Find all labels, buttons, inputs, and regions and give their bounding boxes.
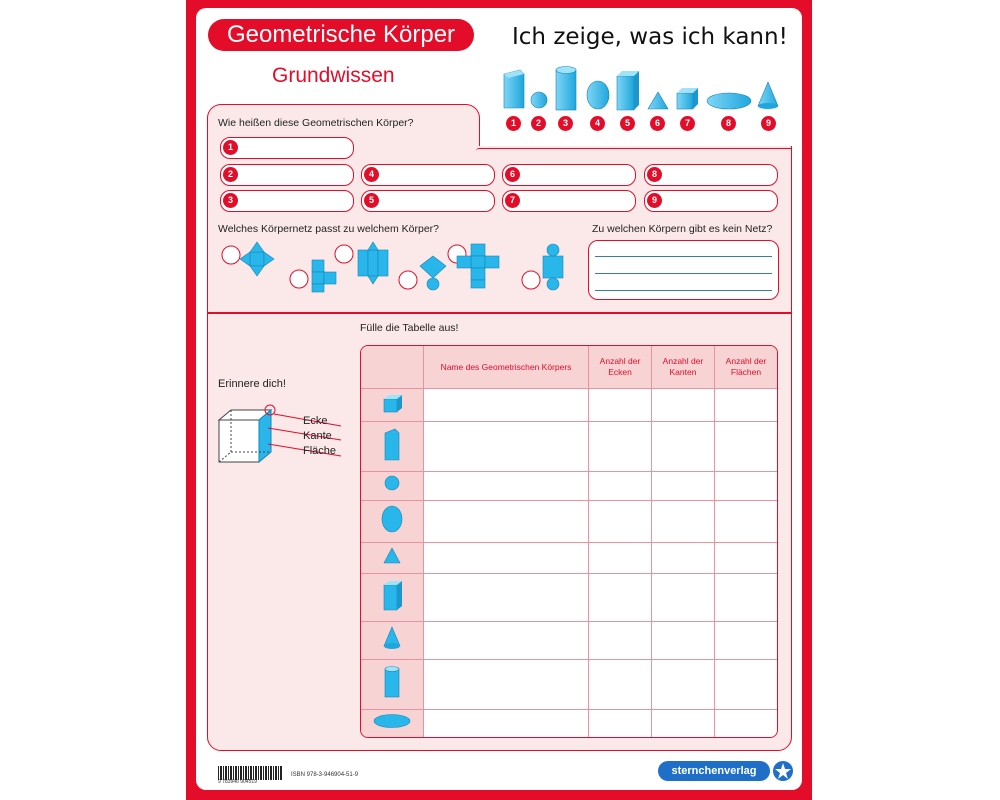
barcode-number: 9 783946 904519 — [218, 779, 257, 785]
answer-field-8[interactable] — [644, 164, 778, 186]
answer-circle — [335, 245, 353, 263]
worksheet-title: Geometrische Körper — [208, 19, 474, 51]
label-kante: Kante — [303, 430, 332, 442]
flaechen-cell[interactable] — [715, 422, 777, 472]
table-row — [361, 543, 777, 574]
question-no-net: Zu welchen Körpern gibt es kein Netz? — [592, 223, 773, 235]
kanten-cell[interactable] — [652, 422, 715, 472]
square-prism-icon — [361, 422, 424, 472]
field-number: 3 — [223, 193, 238, 208]
column-header: Name des Geometrischen Körpers — [424, 346, 589, 389]
cuboid-icon — [361, 574, 424, 622]
shape-number: 5 — [620, 116, 635, 131]
disk-icon — [707, 93, 751, 109]
table-header-row — [361, 346, 777, 389]
name-cell[interactable] — [424, 422, 589, 472]
name-cell[interactable] — [424, 389, 589, 422]
prism-icon — [504, 70, 524, 108]
answer-circle — [222, 246, 240, 264]
field-number: 7 — [505, 193, 520, 208]
publisher-logo: sternchenverlag — [658, 761, 770, 781]
disk-icon — [361, 710, 424, 737]
flaechen-cell[interactable] — [715, 543, 777, 574]
shape-number: 4 — [590, 116, 605, 131]
column-header: Anzahl der Flächen — [715, 346, 777, 389]
nets-row — [218, 240, 580, 296]
ecken-cell[interactable] — [589, 710, 652, 737]
ecken-cell[interactable] — [589, 389, 652, 422]
table-row — [361, 389, 777, 422]
flaechen-cell[interactable] — [715, 574, 777, 622]
table-row — [361, 422, 777, 472]
shape-number: 8 — [721, 116, 736, 131]
flaechen-cell[interactable] — [715, 501, 777, 544]
cylinder-icon — [361, 660, 424, 710]
sphere-icon — [361, 472, 424, 501]
pyramid-icon — [361, 543, 424, 574]
cone-icon — [758, 82, 778, 109]
cube-icon — [677, 88, 698, 109]
kanten-cell[interactable] — [652, 389, 715, 422]
prism-net-icon — [358, 242, 388, 284]
edge-corner-diagram — [214, 402, 354, 468]
label-flaeche: Fläche — [303, 445, 337, 457]
question-nets: Welches Körpernetz passt zu welchem Körper? — [218, 223, 439, 235]
name-cell[interactable] — [424, 622, 589, 660]
isbn: ISBN 978-3-946904-51-9 — [291, 772, 359, 778]
solids-table — [360, 345, 778, 738]
cylinder-icon — [556, 67, 576, 111]
kanten-cell[interactable] — [652, 622, 715, 660]
column-header: Anzahl der Ecken — [589, 346, 652, 389]
cube-icon — [361, 389, 424, 422]
shape-number: 3 — [558, 116, 573, 131]
name-cell[interactable] — [424, 543, 589, 574]
field-number: 9 — [647, 193, 662, 208]
shape-number: 2 — [531, 116, 546, 131]
answer-field-3[interactable] — [220, 190, 354, 212]
remember-heading: Erinnere dich! — [218, 378, 286, 390]
answer-field-6[interactable] — [502, 164, 636, 186]
table-row — [361, 501, 777, 544]
ecken-cell[interactable] — [589, 622, 652, 660]
field-number: 2 — [223, 167, 238, 182]
shape-number: 6 — [650, 116, 665, 131]
ellipsoid-icon — [587, 81, 609, 109]
kanten-cell[interactable] — [652, 501, 715, 544]
shape-number: 9 — [761, 116, 776, 131]
name-cell[interactable] — [424, 574, 589, 622]
kanten-cell[interactable] — [652, 660, 715, 710]
ecken-cell[interactable] — [589, 422, 652, 472]
answer-circle — [522, 271, 540, 289]
table-row — [361, 472, 777, 501]
answer-field-9[interactable] — [644, 190, 778, 212]
table-row — [361, 622, 777, 660]
panel-border — [476, 148, 791, 151]
ecken-cell[interactable] — [589, 574, 652, 622]
pyramid-icon — [648, 92, 668, 109]
barcode — [218, 766, 282, 780]
cuboid-icon — [617, 71, 639, 110]
sphere-icon — [531, 92, 547, 108]
flaechen-cell[interactable] — [715, 710, 777, 737]
kanten-cell[interactable] — [652, 472, 715, 501]
column-header: Anzahl der Kanten — [652, 346, 715, 389]
slogan: Ich zeige, was ich kann! — [512, 24, 788, 50]
flaechen-cell[interactable] — [715, 389, 777, 422]
name-cell[interactable] — [424, 660, 589, 710]
ecken-cell[interactable] — [589, 543, 652, 574]
ellipsoid-icon — [361, 501, 424, 544]
kanten-cell[interactable] — [652, 710, 715, 737]
table-instruction: Fülle die Tabelle aus! — [360, 322, 459, 334]
ecken-cell[interactable] — [589, 501, 652, 544]
pyramid-net-icon — [240, 242, 274, 276]
ecken-cell[interactable] — [589, 472, 652, 501]
no-net-answer-box[interactable] — [588, 240, 779, 300]
shape-number: 1 — [506, 116, 521, 131]
name-cell[interactable] — [424, 472, 589, 501]
field-number: 8 — [647, 167, 662, 182]
answer-field-5[interactable] — [361, 190, 495, 212]
worksheet-subtitle: Grundwissen — [272, 64, 395, 87]
answer-circle — [399, 271, 417, 289]
field-number: 1 — [223, 140, 238, 155]
table-row — [361, 710, 777, 737]
shape-number: 7 — [680, 116, 695, 131]
cube-net-icon — [288, 260, 336, 296]
icon-column-header — [361, 346, 424, 389]
flaechen-cell[interactable] — [715, 660, 777, 710]
field-number: 6 — [505, 167, 520, 182]
star-icon — [772, 760, 794, 782]
cone-net-icon — [420, 256, 446, 290]
cylinder-net-icon — [543, 244, 563, 290]
table-row — [361, 574, 777, 622]
answer-field-7[interactable] — [502, 190, 636, 212]
answer-field-4[interactable] — [361, 164, 495, 186]
flaechen-cell[interactable] — [715, 622, 777, 660]
ecken-cell[interactable] — [589, 660, 652, 710]
field-number: 4 — [364, 167, 379, 182]
kanten-cell[interactable] — [652, 574, 715, 622]
answer-field-1[interactable] — [220, 137, 354, 159]
answer-field-2[interactable] — [220, 164, 354, 186]
cone-icon — [361, 622, 424, 660]
name-cell[interactable] — [424, 710, 589, 737]
field-number: 5 — [364, 193, 379, 208]
table-row — [361, 660, 777, 710]
kanten-cell[interactable] — [652, 543, 715, 574]
question-names: Wie heißen diese Geometrischen Körper? — [218, 117, 414, 129]
flaechen-cell[interactable] — [715, 472, 777, 501]
name-cell[interactable] — [424, 501, 589, 544]
label-ecke: Ecke — [303, 415, 328, 427]
